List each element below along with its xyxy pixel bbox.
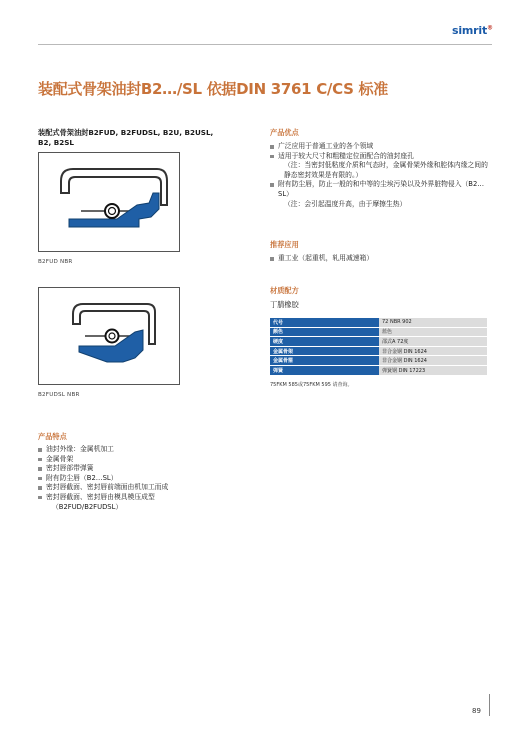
table-value: 蓝色 (379, 327, 487, 337)
table-row (270, 346, 487, 356)
table-row (270, 327, 487, 337)
list-item: 广泛应用于普通工业的各个领域 (270, 142, 488, 152)
figure-caption: B2FUDSL NBR (38, 392, 80, 398)
table-key: 颜色 (270, 327, 379, 337)
table-value: 72 NBR 902 (379, 318, 487, 327)
table-row (270, 356, 487, 366)
list-item: 油封外缘：金属机加工 (38, 445, 238, 455)
material-table (270, 318, 487, 376)
list-item: 附有防尘唇（B2…SL） (38, 474, 238, 484)
list-item: 附有防尘唇，防止一般的和中等的尘埃污染以及外界脏物侵入（B2…SL） (270, 180, 488, 199)
list-note: （B2FUD/B2FUDSL） (52, 502, 123, 511)
page-number-rule (489, 694, 490, 716)
table-value: 非合金钢 DIN 1624 (379, 356, 487, 366)
table-row (270, 337, 487, 347)
table-key: 金属骨箍 (270, 356, 379, 366)
advantages-list (270, 142, 488, 209)
seal-cross-section-dust-lip-icon (39, 288, 179, 384)
list-item: 密封唇部带弹簧 (38, 464, 238, 474)
brand-logo: simrit® (452, 24, 493, 37)
page-number: 89 (472, 707, 481, 715)
advantages-heading: 产品优点 (270, 128, 299, 137)
features-heading: 产品特点 (38, 432, 67, 441)
list-note: （注：会引起温度升高，由于摩擦生热） (284, 199, 407, 208)
table-key: 代号 (270, 318, 379, 327)
table-row (270, 318, 487, 327)
table-key: 金属骨架 (270, 346, 379, 356)
table-key: 弹簧 (270, 365, 379, 375)
list-note: （注：当密封低粘度介质和气态时，金属骨架外缘和腔体内缘之间的静态密封效果是有限的。） (284, 161, 488, 179)
table-value: 非合金钢 DIN 1624 (379, 346, 487, 356)
page-title: 装配式骨架油封B2…/SL 依据DIN 3761 C/CS 标准 (38, 80, 388, 98)
figure-caption: B2FUD NBR (38, 259, 73, 265)
seal-figure-b2fud (38, 152, 180, 252)
list-item: 密封唇截面、密封唇由模具模压成型 (38, 493, 238, 503)
material-note: 75FKM 585或75FKM 595 请查询。 (270, 382, 353, 388)
list-item: 金属骨架 (38, 455, 238, 465)
applications-list (270, 254, 488, 264)
features-list (38, 445, 238, 512)
list-item: 适用于较大尺寸和粗糙定位面配合的油封座孔 (270, 152, 488, 162)
table-key: 硬度 (270, 337, 379, 347)
list-item: 密封唇截面、密封唇前端面由机加工而成 (38, 483, 238, 493)
material-name: 丁腈橡胶 (270, 300, 299, 309)
table-value: 弹簧钢 DIN 17223 (379, 365, 487, 375)
material-heading: 材质配方 (270, 286, 299, 295)
product-types-heading: 装配式骨架油封B2FUD, B2FUDSL, B2U, B2USL, B2, B2SL (38, 128, 214, 147)
seal-figure-b2fudsl (38, 287, 180, 385)
header-rule (38, 44, 492, 45)
list-item: 重工业（起重机，轧用减速箱） (270, 254, 488, 264)
seal-cross-section-icon (39, 153, 179, 251)
table-row (270, 365, 487, 375)
table-value: 邵式A 72度 (379, 337, 487, 347)
applications-heading: 推荐应用 (270, 240, 299, 249)
